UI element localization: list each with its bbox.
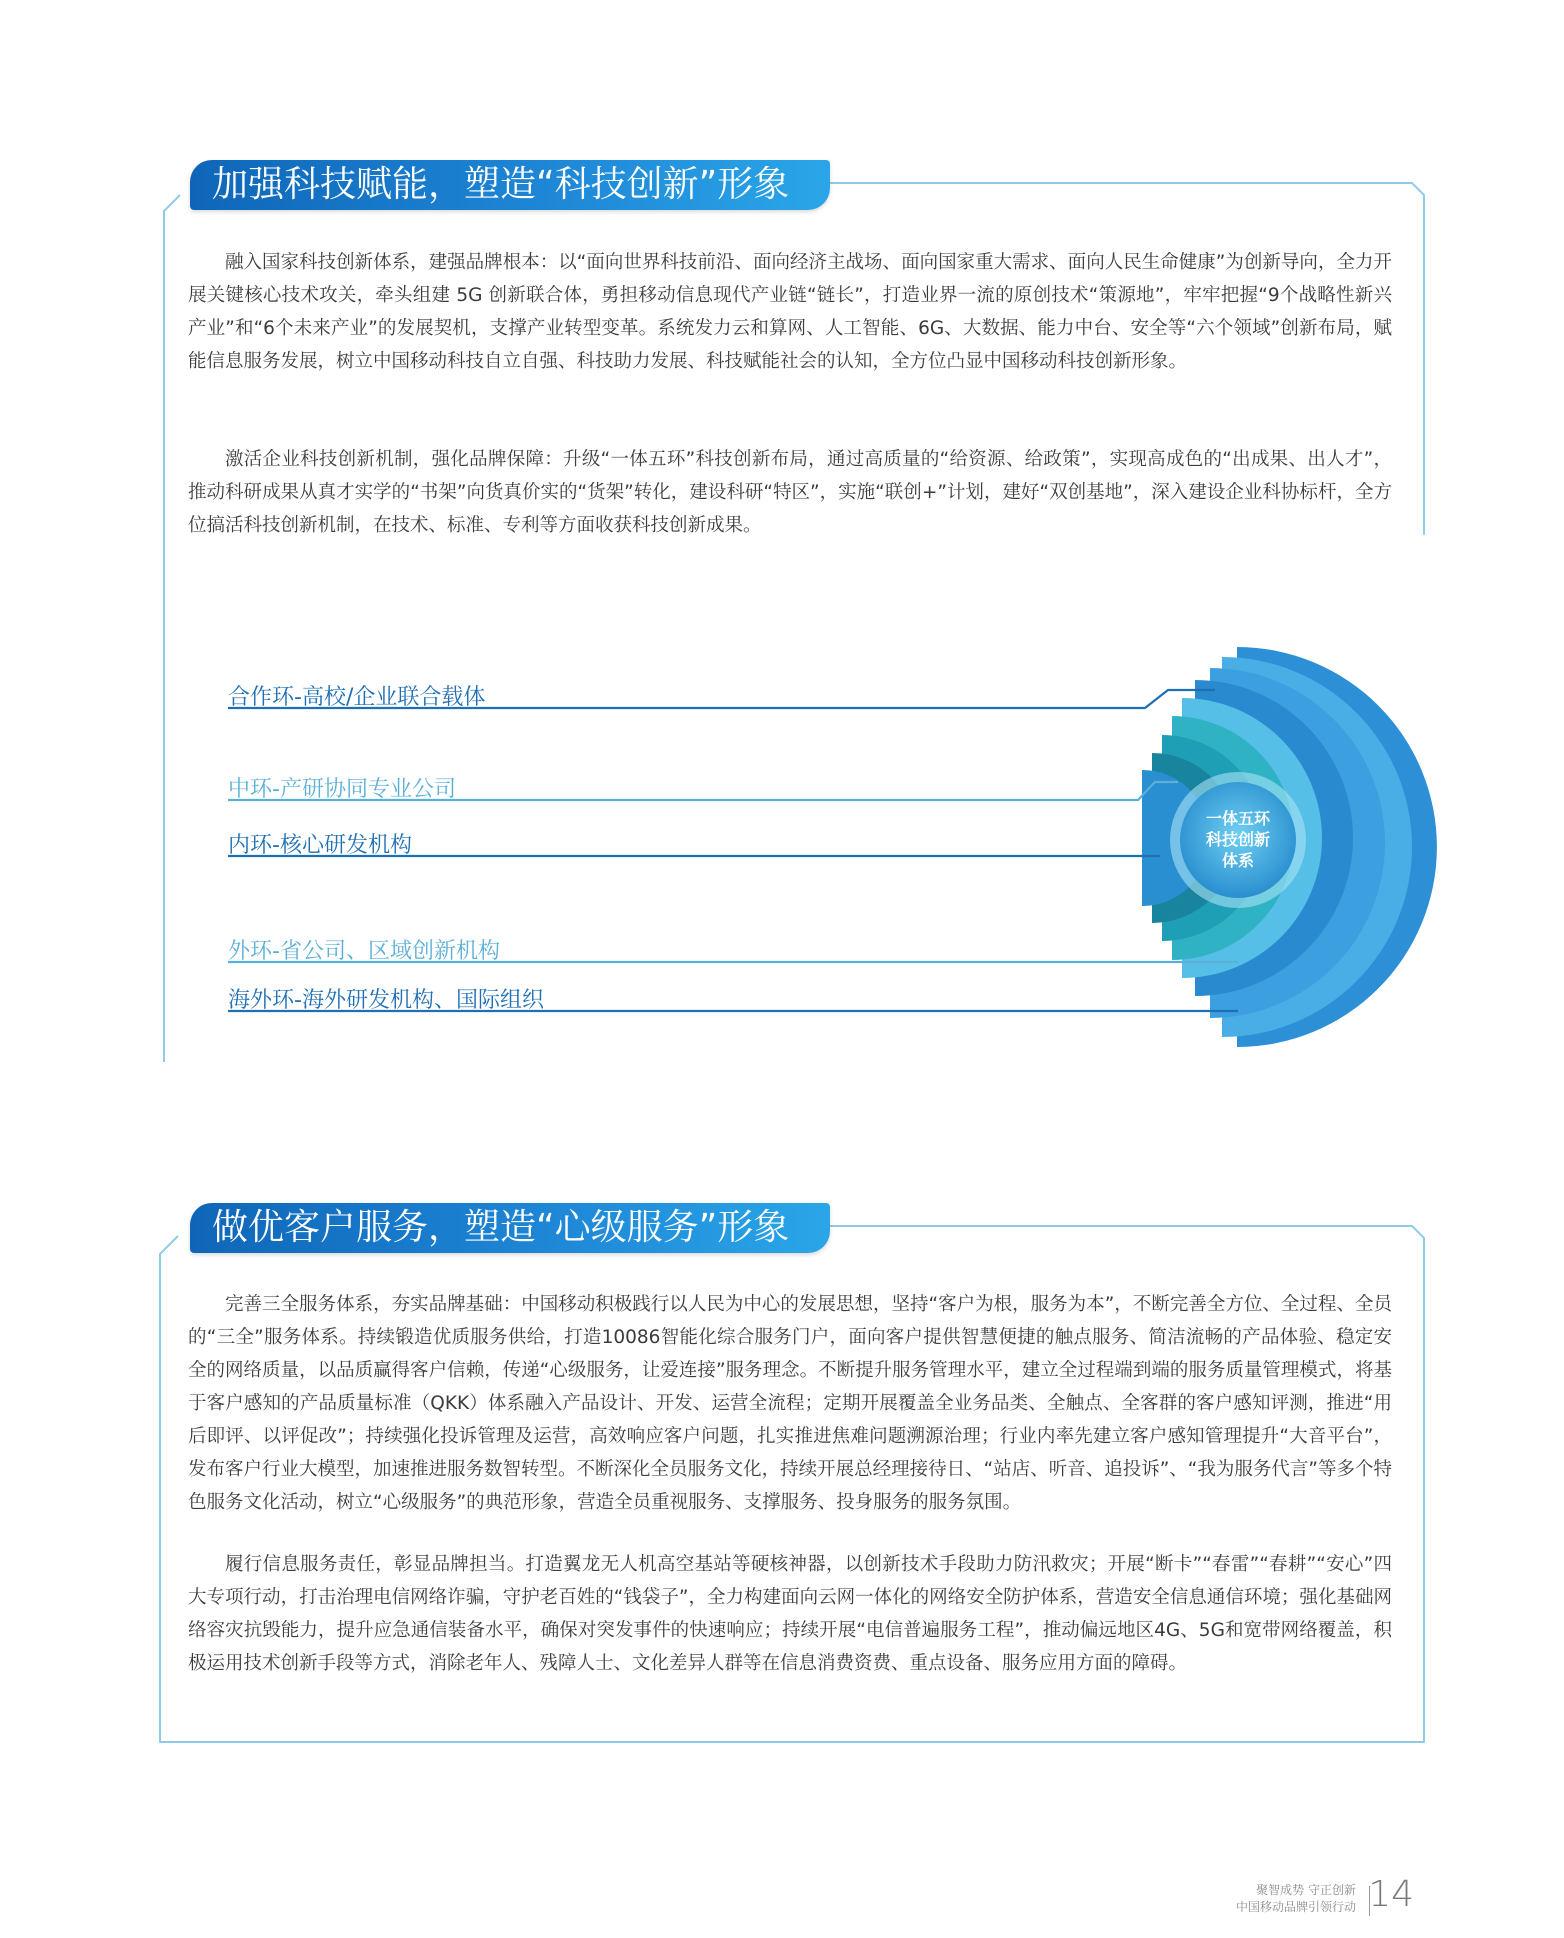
section1-paragraph-1: 融入国家科技创新体系，建强品牌根本：以“面向世界科技前沿、面向经济主战场、面向国家重大需求、面向人民生命健康”为创新导向，全力开展关键核心技术攻关，牵头组建 5G 创新联合体，勇担移动信息现代产业链“链长”，打造业界一流的原创技术“策源地”，牢牢把握“9个战略性新兴产业”和“6个未来产业”的发展契机，支撑产业转型变革。系统发力云和算网、人工智能、6G、大数据、能力中台、安全等“六个领域”创新布局，赋能信息服务发展，树立中国移动科技自立自强、科技助力发展、科技赋能社会的认知，全方位凸显中国移动科技创新形象。 [188,252,1392,372]
center-label [1180,808,1296,871]
ring-label-outer: 外环-省公司、区域创新机构 [228,939,500,964]
page-number: 14 [1368,1874,1414,1915]
center-label-line-3: 体系 [1221,851,1254,870]
ring-label-middle: 中环-产研协同专业公司 [228,777,456,802]
ring-label-cooperation: 合作环-高校/企业联合载体 [228,685,486,710]
footer-slogan [1236,1882,1356,1916]
footer-line-1: 聚智成势 守正创新 [1256,1883,1356,1897]
section1-paragraph-2: 激活企业科技创新机制，强化品牌保障：升级“一体五环”科技创新布局，通过高质量的“给资源、给政策”，实现高成色的“出成果、出人才”，推动科研成果从真才实学的“书架”向货真价实的“货架”转化，建设科研“特区”，实施“联创+”计划，建好“双创基地”，深入建设企业科协标杆，全方位搞活科技创新机制，在技术、标准、专利等方面收获科技创新成果。 [188,449,1392,536]
section2-title: 做优客户服务，塑造“心级服务”形象 [190,1203,830,1253]
center-label-line-1: 一体五环 [1205,809,1270,828]
section2-paragraph-1: 完善三全服务体系，夯实品牌基础：中国移动积极践行以人民为中心的发展思想，坚持“客户为根，服务为本”，不断完善全方位、全过程、全员的“三全”服务体系。持续锻造优质服务供给，打造10086智能化综合服务门户，面向客户提供智慧便捷的触点服务、简洁流畅的产品体验、稳定安全的网络质量，以品质赢得客户信赖，传递“心级服务，让爱连接”服务理念。不断提升服务管理水平，建立全过程端到端的服务质量管理模式，将基于客户感知的产品质量标准（QKK）体系融入产品设计、开发、运营全流程；定期开展覆盖全业务品类、全触点、全客群的客户感知评测，推进“用后即评、以评促改”；持续强化投诉管理及运营，高效响应客户问题，扎实推进焦难问题溯源治理；行业内率先建立客户感知管理提升“大音平台”，发布客户行业大模型，加速推进服务数智转型。不断深化全员服务文化，持续开展总经理接待日、“站店、听音、追投诉”、“我为服务代言”等多个特色服务文化活动，树立“心级服务”的典范形象，营造全员重视服务、支撑服务、投身服务的服务氛围。 [188,1294,1392,1513]
footer-line-2: 中国移动品牌引领行动 [1235,1900,1356,1914]
center-label-line-2: 科技创新 [1205,830,1270,849]
section2-paragraph-2: 履行信息服务责任，彰显品牌担当。打造翼龙无人机高空基站等硬核神器，以创新技术手段助力防汛救灾；开展“断卡”“春雷”“春耕”“安心”四大专项行动，打击治理电信网络诈骗，守护老百姓的“钱袋子”，全力构建面向云网一体化的网络安全防护体系，营造安全信息通信环境；强化基础网络容灾抗毁能力，提升应急通信装备水平，确保对突发事件的快速响应；持续开展“电信普遍服务工程”，推动偏远地区4G、5G和宽带网络覆盖，积极运用技术创新手段等方式，消除老年人、残障人士、文化差异人群等在信息消费资费、重点设备、服务应用方面的障碍。 [188,1554,1392,1674]
section1-title: 加强科技赋能，塑造“科技创新”形象 [190,160,830,210]
ring-label-overseas: 海外环-海外研发机构、国际组织 [228,988,544,1013]
ring-label-inner: 内环-核心研发机构 [228,833,412,858]
